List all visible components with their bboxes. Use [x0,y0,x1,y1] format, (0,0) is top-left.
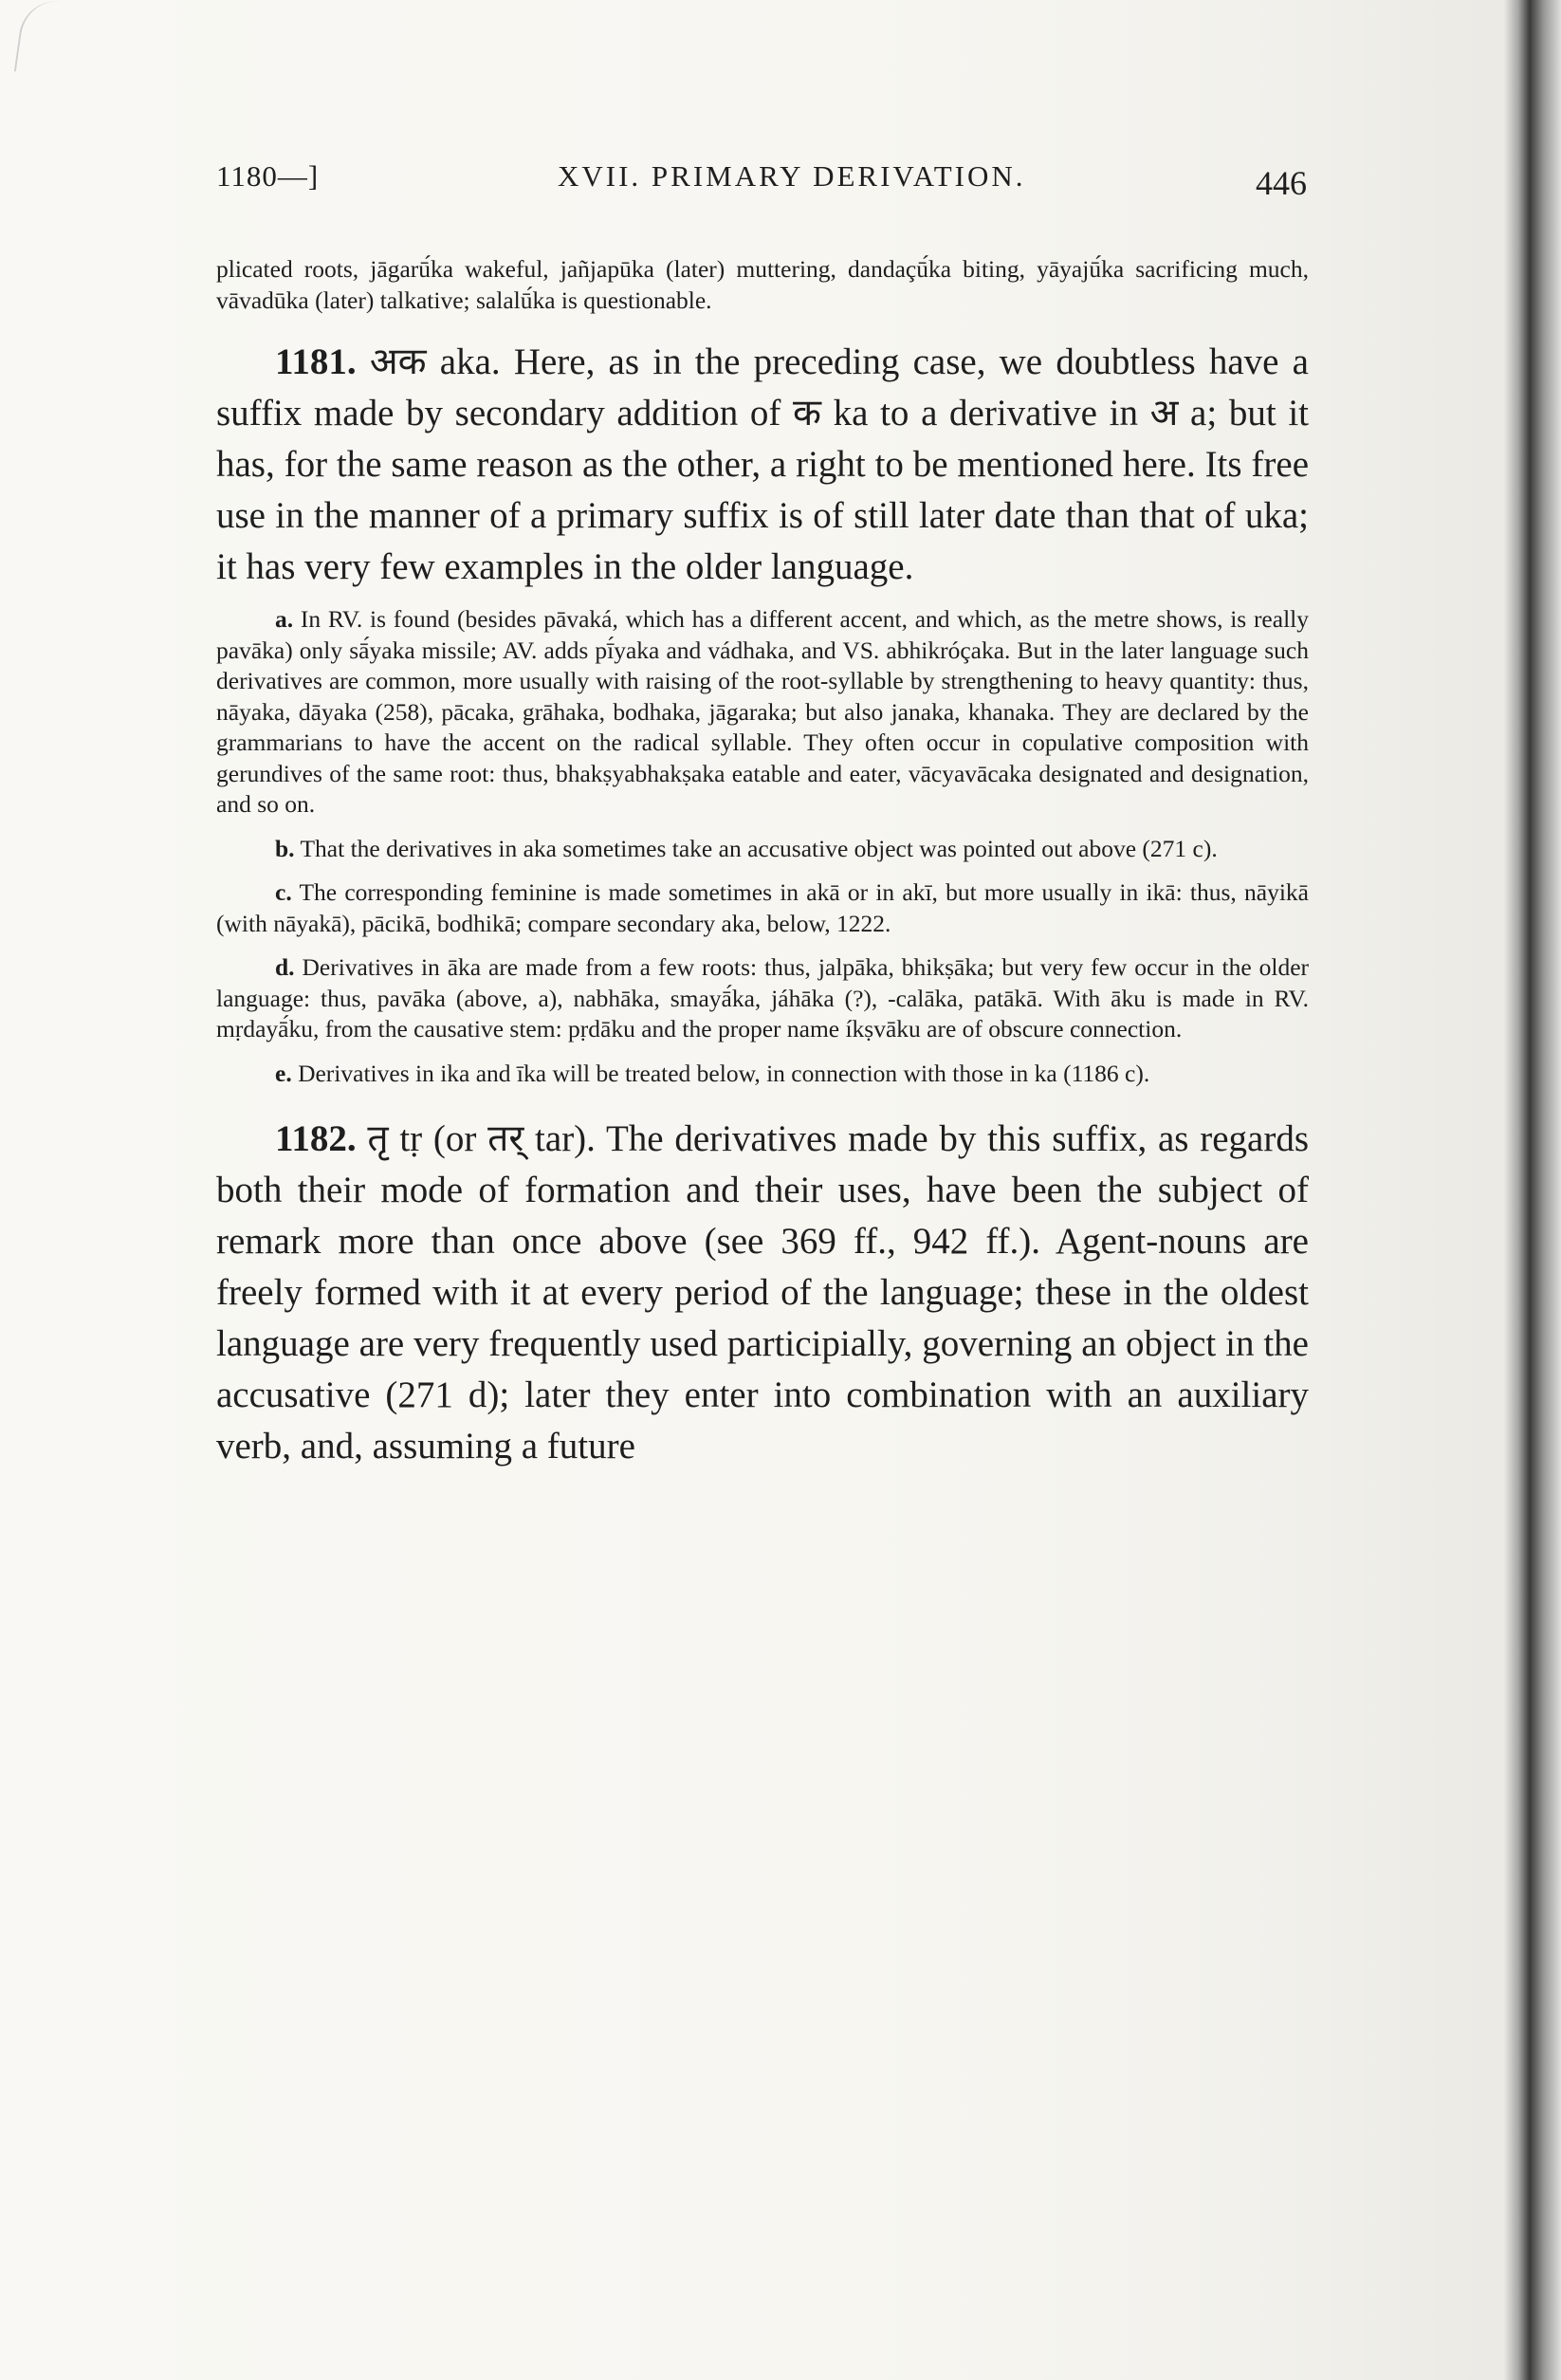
subsection-c [216,877,1309,939]
continued-text: plicated roots, jāgarū́ka wakeful, jañjapūka (later) muttering, dandaçū́ka biting, yāyajū́ka sacrificing much, vāvadūka (later) talkative; salalū́ka is questionable. [216,255,1309,314]
continued-paragraph [216,254,1309,316]
subsection-text: Derivatives in ika and īka will be treated below, in connection with those in ka (1186 c). [298,1059,1150,1087]
subsection-text: In RV. is found (besides pāvaká, which has a different accent, and which, as the metre shows, is really pavāka) only sā́yaka missile; AV. adds pī́yaka and vádhaka, and VS. abhikróçaka. But in the later language such derivatives are common, more usually with raising of the root-syllable by strengthening to heavy quantity: thus, nāyaka, dāyaka (258), pācaka, grāhaka, bodhaka, jāgaraka; but also janaka, khanaka. They are declared by the grammarians to have the accent on the radical syllable. They often occur in copulative composition with gerundives of the same root: thus, bhakṣyabhakṣaka eatable and eater, vācyavācaka designated and designation, and so on. [216,605,1309,818]
subsection-letter: b. [275,834,295,862]
subsection-letter: e. [275,1059,292,1087]
subsection-a [216,604,1309,821]
subsection-b [216,834,1309,865]
page-number: 446 [1256,164,1307,202]
chapter-title: XVII. PRIMARY DERIVATION. [558,159,1026,193]
section-number: 1181. [275,341,357,382]
subsection-e [216,1059,1309,1090]
subsection-text: Derivatives in āka are made from a few roots: thus, jalpāka, bhikṣāka; but very few occur in the older language: thus, pavāka (above, a), nabhāka, smayā́ka, jáhāka (?), -calāka, patākā. With āku is made in RV. mṛdayā́ku, from the causative stem: pṛdāku and the proper name íkṣvāku are of obscure connection. [216,953,1310,1042]
page-edge-shadow [1504,0,1561,2380]
subsection-letter: a. [275,605,294,633]
section-1182 [216,1114,1309,1472]
section-text: अक aka. Here, as in the preceding case, we doubtless have a suffix made by secondary addition of क ka to a derivative in अ a; but it has, for the same reason as the other, a right to be mentioned here. Its free use in the manner of a primary suffix is of still later date than that of uka; it has very few examples in the older language. [216,341,1309,587]
section-number: 1182. [275,1118,357,1159]
section-1181 [216,337,1309,593]
running-header [216,159,1307,216]
subsection-text: The corresponding feminine is made sometimes in akā or in akī, but more usually in ikā: thus, nāyikā (with nāyakā), pācikā, bodhikā; compare secondary aka, below, 1222. [216,878,1309,937]
section-reference: 1180—] [216,159,320,193]
margin-mark [14,0,83,80]
page-body [216,254,1309,1472]
subsection-letter: c. [275,878,292,906]
subsection-d [216,952,1309,1045]
section-text: तृ tṛ (or तर् tar). The derivatives made by this suffix, as regards both their mode of formation and their uses, have been the subject of remark more than once above (see 369 ff., 942 ff.). Agent-nouns are freely formed with it at every period of the language; these in the oldest language are very frequently used participially, governing an object in the accusative (271 d); later they enter into combination with an auxiliary verb, and, assuming a future [216,1118,1309,1467]
subsection-letter: d. [275,953,295,981]
subsection-text: That the derivatives in aka sometimes take an accusative object was pointed out above (271 c). [300,834,1218,862]
